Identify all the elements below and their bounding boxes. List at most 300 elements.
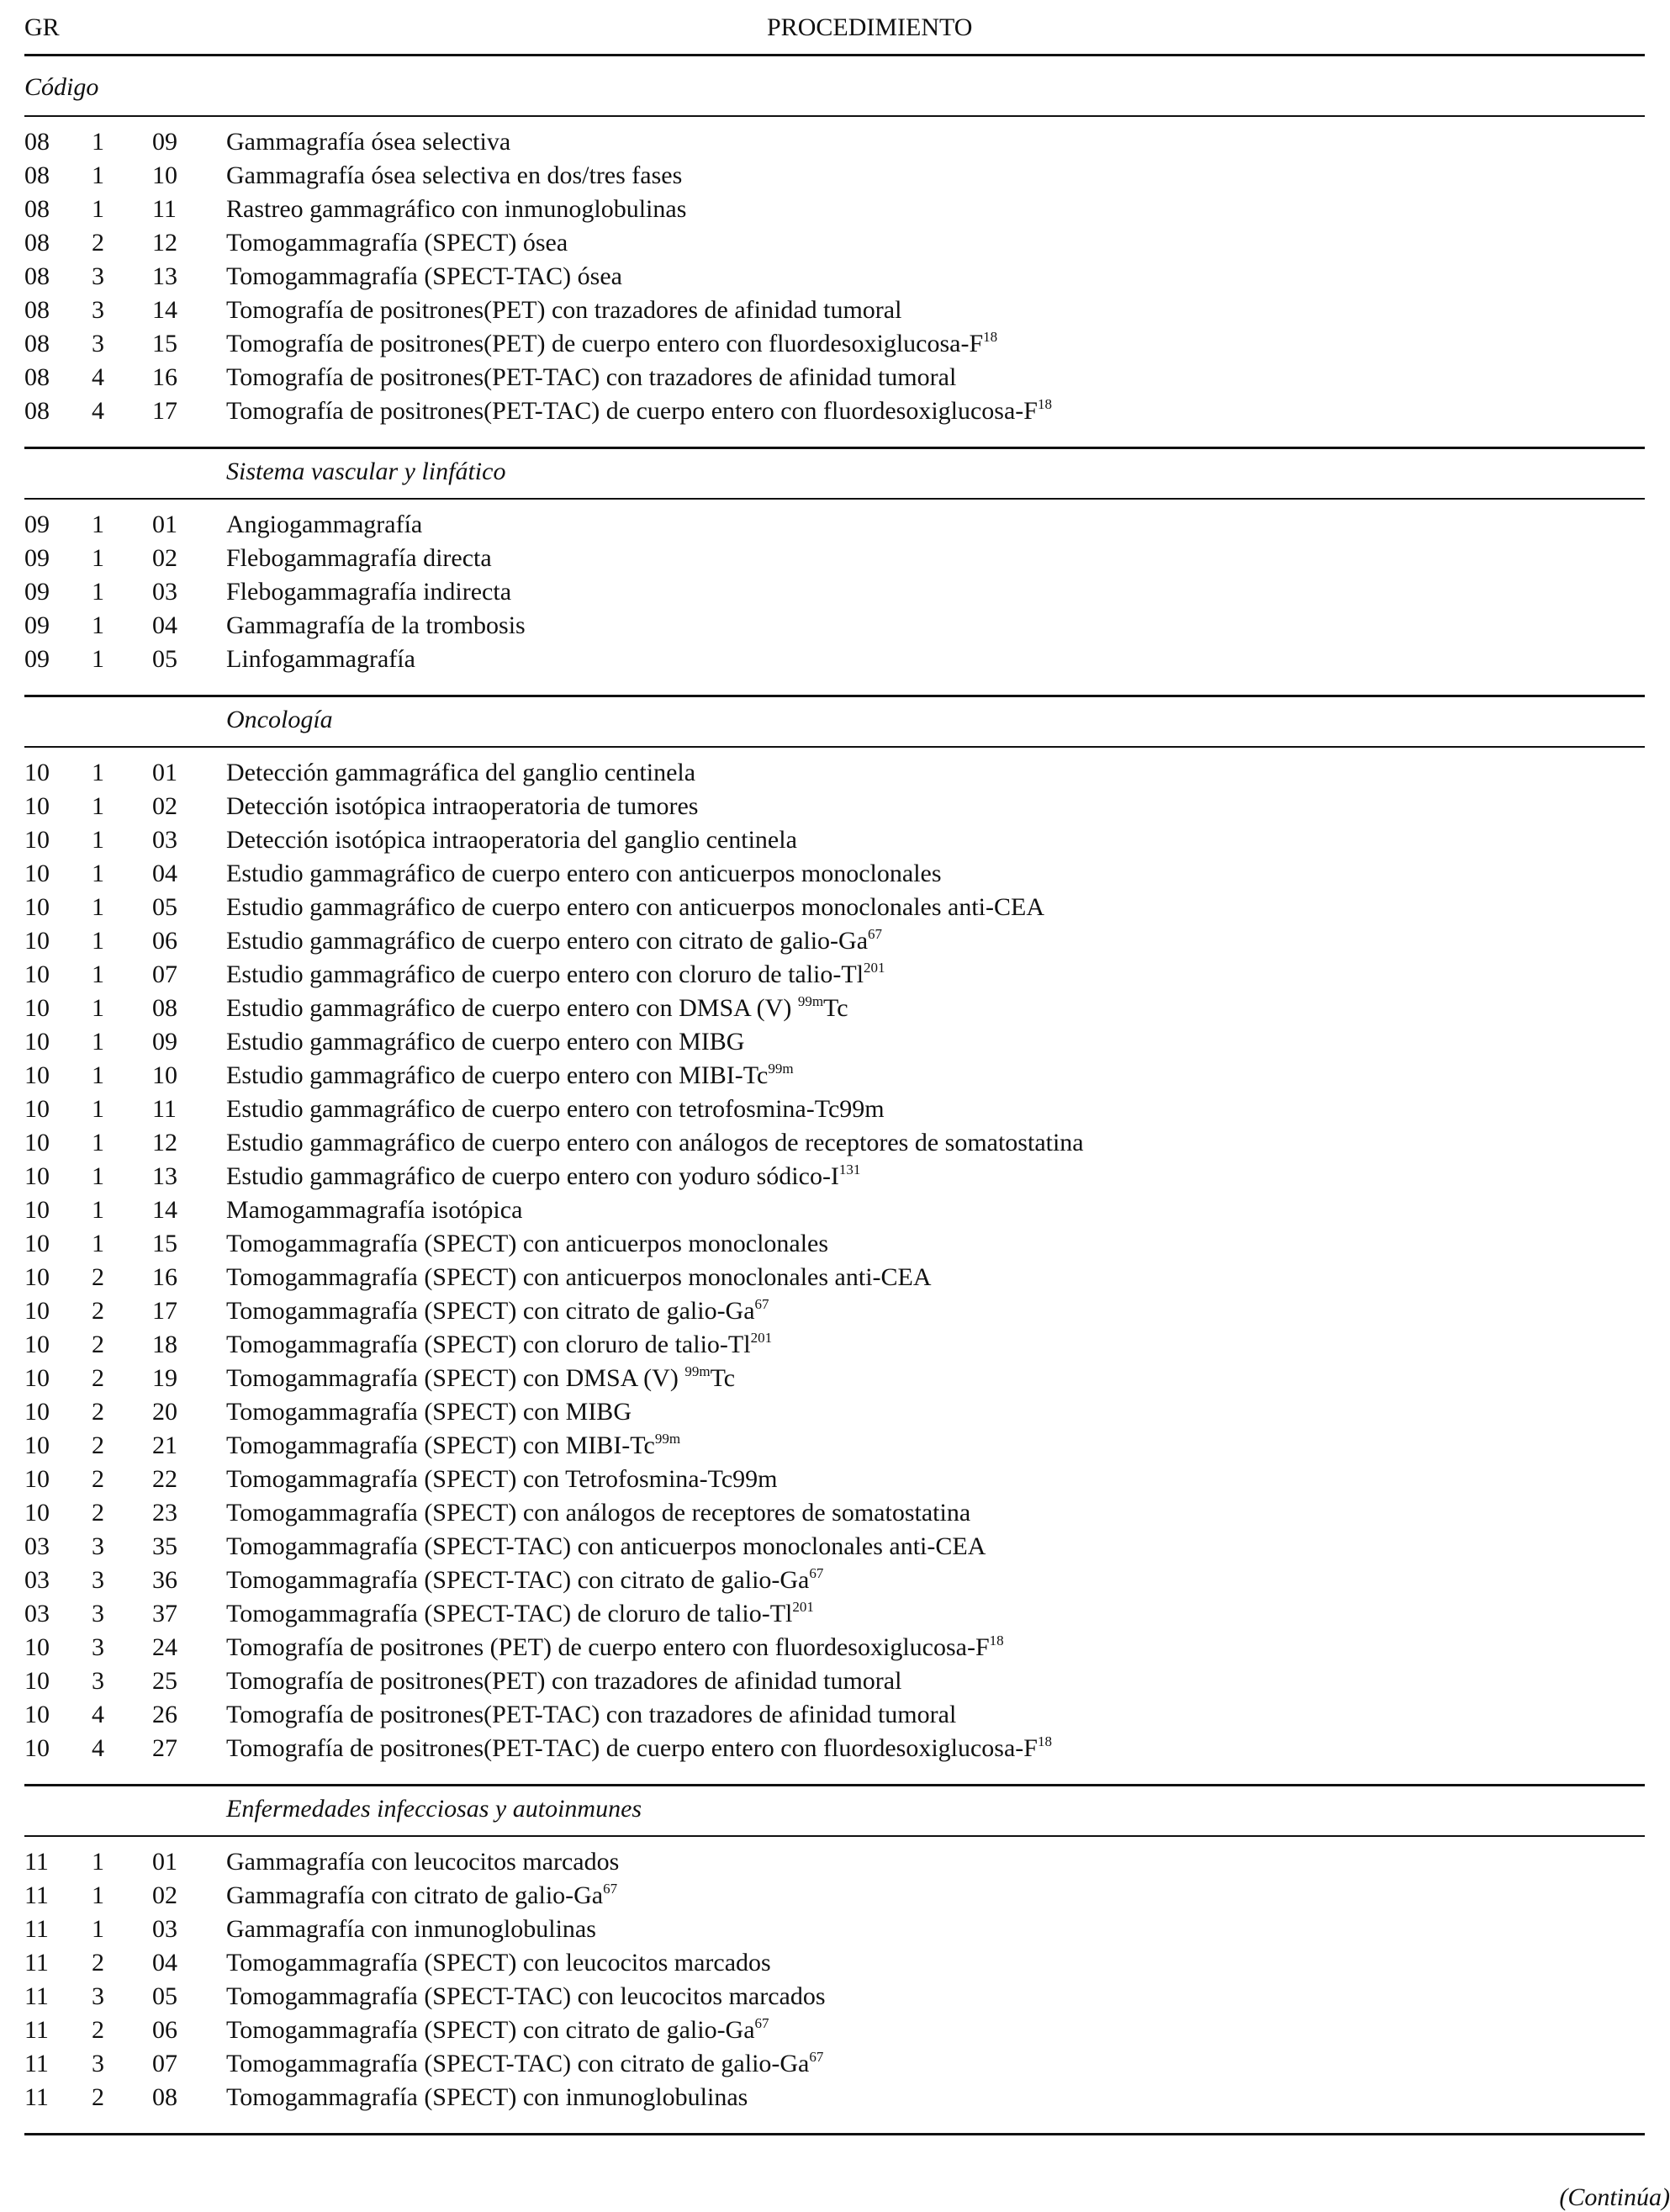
level-code: 1 <box>92 1095 104 1123</box>
procedure-name <box>226 1564 823 1601</box>
item-code: 21 <box>152 1431 177 1459</box>
group-code: 10 <box>24 1061 50 1089</box>
procedure-name <box>226 609 526 643</box>
procedure-name <box>226 361 956 394</box>
level-code: 2 <box>92 1331 104 1358</box>
procedure-name <box>226 790 698 823</box>
procedure-text: Estudio gammagráfico de cuerpo entero con yoduro sódico-I <box>226 1162 839 1190</box>
level-code: 3 <box>92 262 104 290</box>
table-row <box>24 1664 1645 1698</box>
level-code: 1 <box>92 1162 104 1190</box>
procedure-text: Estudio gammagráfico de cuerpo entero con análogos de receptores de somatostatina <box>226 1129 1084 1156</box>
isotope-superscript: 67 <box>754 2015 769 2031</box>
table-row <box>24 857 1645 891</box>
isotope-superscript: 99m <box>684 1363 711 1379</box>
document-page <box>24 0 1645 2135</box>
procedure-text: Tomogammagrafía (SPECT) con leucocitos marcados <box>226 1949 771 1977</box>
section-title <box>24 1786 1645 1835</box>
table-row <box>24 756 1645 790</box>
procedure-text: Linfogammagrafía <box>226 645 415 673</box>
table-row <box>24 193 1645 226</box>
group-code: 09 <box>24 511 50 538</box>
table-row <box>24 1732 1645 1765</box>
section-rows <box>24 117 1645 447</box>
procedure-text: Estudio gammagráfico de cuerpo entero con DMSA (V) <box>226 994 798 1022</box>
table-row <box>24 1913 1645 1946</box>
item-code: 16 <box>152 1263 177 1291</box>
table-row <box>24 1463 1645 1496</box>
procedure-name <box>226 643 415 676</box>
procedure-name <box>226 159 682 193</box>
procedure-name <box>226 1294 769 1331</box>
level-code: 1 <box>92 195 104 223</box>
level-code: 2 <box>92 1431 104 1459</box>
procedure-text: Gammagrafía de la trombosis <box>226 611 526 639</box>
level-code: 3 <box>92 1600 104 1627</box>
item-code: 16 <box>152 363 177 391</box>
procedure-name <box>226 1496 970 1530</box>
isotope-superscript: 18 <box>1037 396 1052 412</box>
group-code: 10 <box>24 927 50 955</box>
level-code: 3 <box>92 1566 104 1594</box>
table-row <box>24 1294 1645 1328</box>
group-code: 11 <box>24 1982 49 2010</box>
section-rows <box>24 748 1645 1784</box>
table-row <box>24 361 1645 394</box>
procedure-text: Tomografía de positrones(PET) con trazadores de afinidad tumoral <box>226 296 902 324</box>
item-code: 25 <box>152 1667 177 1695</box>
level-code: 2 <box>92 2016 104 2044</box>
item-code: 23 <box>152 1499 177 1527</box>
item-code: 15 <box>152 1230 177 1257</box>
group-code: 09 <box>24 544 50 572</box>
procedure-text: Tomografía de positrones(PET-TAC) de cuerpo entero con fluordesoxiglucosa-F <box>226 1734 1038 1762</box>
level-code: 4 <box>92 1701 104 1728</box>
procedure-name <box>226 542 492 575</box>
table-row <box>24 1496 1645 1530</box>
isotope-superscript: 131 <box>838 1162 861 1177</box>
procedure-text: Tomogammagrafía (SPECT-TAC) con leucocitos marcados <box>226 1982 826 2010</box>
procedure-text: Tomogammagrafía (SPECT) con DMSA (V) <box>226 1364 685 1392</box>
procedure-name <box>226 2047 823 2084</box>
table-row <box>24 1395 1645 1429</box>
procedure-text: Gammagrafía ósea selectiva en dos/tres fases <box>226 161 683 189</box>
item-code: 01 <box>152 759 177 786</box>
table-row <box>24 1126 1645 1160</box>
level-code: 4 <box>92 363 104 391</box>
procedure-name <box>226 958 885 995</box>
table-row <box>24 226 1645 260</box>
item-code: 15 <box>152 330 177 357</box>
level-code: 1 <box>92 1196 104 1224</box>
procedure-name <box>226 193 686 226</box>
group-code: 10 <box>24 1331 50 1358</box>
procedure-text: Tomogammagrafía (SPECT) con Tetrofosmina-Tc99m <box>226 1465 778 1493</box>
table-row <box>24 609 1645 643</box>
level-code: 3 <box>92 2050 104 2077</box>
table-row <box>24 1597 1645 1631</box>
group-code: 10 <box>24 1263 50 1291</box>
section-title-text: Enfermedades infecciosas y autoinmunes <box>226 1795 642 1823</box>
isotope-superscript: 67 <box>603 1881 618 1897</box>
level-code: 2 <box>92 1398 104 1426</box>
procedure-text: Tomogammagrafía (SPECT-TAC) con anticuerpos monoclonales anti-CEA <box>226 1532 986 1560</box>
group-code: 08 <box>24 229 50 257</box>
level-code: 1 <box>92 1848 104 1876</box>
procedure-text: Gammagrafía ósea selectiva <box>226 128 511 156</box>
table-row <box>24 159 1645 193</box>
item-code: 12 <box>152 229 177 257</box>
level-code: 2 <box>92 1949 104 1977</box>
item-code: 02 <box>152 544 177 572</box>
group-code: 11 <box>24 1915 49 1943</box>
group-code: 10 <box>24 1364 50 1392</box>
procedure-text: Detección isotópica intraoperatoria del ganglio centinela <box>226 826 797 854</box>
group-code: 11 <box>24 1848 49 1876</box>
group-code: 10 <box>24 1162 50 1190</box>
procedure-name <box>226 1328 772 1365</box>
level-code: 1 <box>92 759 104 786</box>
isotope-superscript: 67 <box>868 926 883 942</box>
item-code: 22 <box>152 1465 177 1493</box>
item-code: 10 <box>152 161 177 189</box>
group-code: 08 <box>24 330 50 357</box>
table-header <box>24 0 1645 54</box>
procedure-name <box>226 1845 619 1879</box>
item-code: 26 <box>152 1701 177 1728</box>
level-code: 1 <box>92 1129 104 1156</box>
level-code: 2 <box>92 2083 104 2111</box>
item-code: 13 <box>152 262 177 290</box>
procedure-text: Estudio gammagráfico de cuerpo entero con citrato de galio-Ga <box>226 927 869 955</box>
level-code: 1 <box>92 893 104 921</box>
level-code: 1 <box>92 994 104 1022</box>
isotope-superscript: 201 <box>792 1599 814 1615</box>
group-code: 08 <box>24 128 50 156</box>
table-row <box>24 1025 1645 1059</box>
table-row <box>24 2047 1645 2081</box>
codigo-label: Código <box>24 73 99 101</box>
procedure-text: Gammagrafía con inmunoglobulinas <box>226 1915 596 1943</box>
procedure-name <box>226 1025 744 1059</box>
procedure-text: Tomografía de positrones (PET) de cuerpo entero con fluordesoxiglucosa-F <box>226 1633 990 1661</box>
isotope-superscript: 67 <box>809 1565 824 1581</box>
procedure-text: Tomogammagrafía (SPECT) con citrato de galio-Ga <box>226 2016 755 2044</box>
level-code: 1 <box>92 161 104 189</box>
group-code: 11 <box>24 1949 49 1977</box>
item-code: 05 <box>152 1982 177 2010</box>
item-code: 01 <box>152 1848 177 1876</box>
table-row <box>24 1093 1645 1126</box>
group-code: 10 <box>24 1431 50 1459</box>
table-row <box>24 542 1645 575</box>
procedure-name <box>226 1395 632 1429</box>
procedure-name <box>226 1879 617 1916</box>
procedure-name <box>226 294 901 327</box>
table-row <box>24 643 1645 676</box>
procedure-text: Estudio gammagráfico de cuerpo entero con MIBI-Tc <box>226 1061 769 1089</box>
table-row <box>24 125 1645 159</box>
procedure-text: Tomogammagrafía (SPECT) ósea <box>226 229 568 257</box>
table-row <box>24 1631 1645 1664</box>
item-code: 09 <box>152 1028 177 1056</box>
item-code: 37 <box>152 1600 177 1627</box>
level-code: 1 <box>92 1028 104 1056</box>
item-code: 01 <box>152 511 177 538</box>
procedure-text: Flebogammagrafía directa <box>226 544 492 572</box>
procedure-text: Tomografía de positrones(PET) de cuerpo entero con fluordesoxiglucosa-F <box>226 330 984 357</box>
procedure-text: Rastreo gammagráfico con inmunoglobulinas <box>226 195 687 223</box>
table-row <box>24 1328 1645 1362</box>
procedimiento-column-header: PROCEDIMIENTO <box>767 13 973 41</box>
level-code: 1 <box>92 960 104 988</box>
group-code: 10 <box>24 1633 50 1661</box>
table-row <box>24 1980 1645 2014</box>
procedure-name <box>226 1597 814 1634</box>
group-code: 10 <box>24 1129 50 1156</box>
isotope-superscript: 67 <box>809 2049 824 2065</box>
section-title <box>24 697 1645 746</box>
group-code: 09 <box>24 645 50 673</box>
table-row <box>24 1845 1645 1879</box>
level-code: 1 <box>92 1061 104 1089</box>
procedure-text: Tomogammagrafía (SPECT) con inmunoglobulinas <box>226 2083 748 2111</box>
item-code: 05 <box>152 645 177 673</box>
procedure-name <box>226 1126 1084 1160</box>
group-code: 08 <box>24 195 50 223</box>
isotope-superscript: 18 <box>983 329 998 345</box>
item-code: 03 <box>152 578 177 606</box>
group-code: 10 <box>24 1028 50 1056</box>
isotope-superscript: 18 <box>989 1633 1004 1648</box>
level-code: 1 <box>92 511 104 538</box>
table-row <box>24 992 1645 1025</box>
procedure-text: Tomografía de positrones(PET) con trazadores de afinidad tumoral <box>226 1667 902 1695</box>
item-code: 17 <box>152 1297 177 1325</box>
procedure-text: Tomogammagrafía (SPECT) con anticuerpos monoclonales <box>226 1230 829 1257</box>
table-row <box>24 575 1645 609</box>
table-row <box>24 1160 1645 1193</box>
sections-container <box>24 117 1645 2135</box>
group-code: 11 <box>24 2050 49 2077</box>
table-row <box>24 1193 1645 1227</box>
procedure-name <box>226 1463 778 1496</box>
table-row <box>24 924 1645 958</box>
item-code: 18 <box>152 1331 177 1358</box>
procedure-text: Tomogammagrafía (SPECT) con cloruro de talio-Tl <box>226 1331 751 1358</box>
item-code: 13 <box>152 1162 177 1190</box>
procedure-name <box>226 992 848 1029</box>
level-code: 4 <box>92 1734 104 1762</box>
level-code: 1 <box>92 927 104 955</box>
table-row <box>24 394 1645 428</box>
table-row <box>24 327 1645 361</box>
procedure-name <box>226 1631 1004 1668</box>
procedure-text: Tomogammagrafía (SPECT-TAC) de cloruro de talio-Tl <box>226 1600 793 1627</box>
procedure-text: Mamogammagrafía isotópica <box>226 1196 523 1224</box>
level-code: 4 <box>92 397 104 425</box>
group-code: 08 <box>24 363 50 391</box>
group-code: 10 <box>24 792 50 820</box>
procedure-text: Tomogammagrafía (SPECT-TAC) con citrato de galio-Ga <box>226 2050 810 2077</box>
procedure-text: Estudio gammagráfico de cuerpo entero con anticuerpos monoclonales anti-CEA <box>226 893 1045 921</box>
group-code: 10 <box>24 826 50 854</box>
isotope-superscript: 99m <box>654 1431 681 1447</box>
isotope-superscript: 99m <box>797 993 824 1009</box>
group-code: 10 <box>24 759 50 786</box>
group-code: 10 <box>24 893 50 921</box>
gr-column-header: GR <box>24 13 60 41</box>
item-code: 19 <box>152 1364 177 1392</box>
level-code: 1 <box>92 1915 104 1943</box>
group-code: 11 <box>24 1881 49 1909</box>
item-code: 11 <box>152 1095 177 1123</box>
procedure-name <box>226 575 511 609</box>
procedure-text-suffix: Tc <box>710 1364 736 1392</box>
item-code: 02 <box>152 792 177 820</box>
group-code: 10 <box>24 1230 50 1257</box>
procedure-text: Tomografía de positrones(PET-TAC) con trazadores de afinidad tumoral <box>226 1701 957 1728</box>
procedure-text: Tomografía de positrones(PET-TAC) de cuerpo entero con fluordesoxiglucosa-F <box>226 397 1038 425</box>
level-code: 1 <box>92 826 104 854</box>
table-row <box>24 260 1645 294</box>
procedure-text: Angiogammagrafía <box>226 511 423 538</box>
procedure-name <box>226 327 997 364</box>
level-code: 1 <box>92 792 104 820</box>
procedure-name <box>226 1160 860 1197</box>
procedure-name <box>226 1429 680 1466</box>
group-code: 08 <box>24 397 50 425</box>
group-code: 03 <box>24 1566 50 1594</box>
group-code: 10 <box>24 1398 50 1426</box>
procedure-text: Estudio gammagráfico de cuerpo entero con tetrofosmina-Tc99m <box>226 1095 885 1123</box>
item-code: 14 <box>152 296 177 324</box>
section-end-rule <box>24 2133 1645 2135</box>
section-title-text: Oncología <box>226 706 333 733</box>
procedure-name <box>226 924 882 961</box>
level-code: 3 <box>92 1633 104 1661</box>
procedure-text: Gammagrafía con leucocitos marcados <box>226 1848 620 1876</box>
procedure-text: Flebogammagrafía indirecta <box>226 578 512 606</box>
item-code: 20 <box>152 1398 177 1426</box>
group-code: 10 <box>24 1667 50 1695</box>
group-code: 11 <box>24 2016 49 2044</box>
level-code: 1 <box>92 645 104 673</box>
table-row <box>24 2014 1645 2047</box>
procedure-name <box>226 1362 735 1399</box>
continua-label: (Continúa) <box>1559 2183 1670 2211</box>
item-code: 17 <box>152 397 177 425</box>
item-code: 08 <box>152 2083 177 2111</box>
group-code: 10 <box>24 1499 50 1527</box>
table-row <box>24 1261 1645 1294</box>
item-code: 08 <box>152 994 177 1022</box>
procedure-name <box>226 1946 771 1980</box>
procedure-name <box>226 1664 901 1698</box>
item-code: 07 <box>152 2050 177 2077</box>
item-code: 06 <box>152 927 177 955</box>
item-code: 05 <box>152 893 177 921</box>
group-code: 11 <box>24 2083 49 2111</box>
table-row <box>24 2081 1645 2114</box>
section-rows <box>24 1837 1645 2133</box>
group-code: 08 <box>24 296 50 324</box>
procedure-name <box>226 1732 1052 1769</box>
level-code: 1 <box>92 578 104 606</box>
procedure-text: Tomografía de positrones(PET-TAC) con trazadores de afinidad tumoral <box>226 363 957 391</box>
table-row <box>24 1362 1645 1395</box>
table-row <box>24 1946 1645 1980</box>
group-code: 09 <box>24 611 50 639</box>
item-code: 04 <box>152 611 177 639</box>
procedure-text: Detección isotópica intraoperatoria de tumores <box>226 792 699 820</box>
item-code: 12 <box>152 1129 177 1156</box>
isotope-superscript: 99m <box>768 1061 794 1077</box>
level-code: 3 <box>92 330 104 357</box>
procedure-name <box>226 2014 769 2051</box>
isotope-superscript: 201 <box>864 960 885 976</box>
group-code: 10 <box>24 1465 50 1493</box>
level-code: 2 <box>92 1499 104 1527</box>
item-code: 03 <box>152 826 177 854</box>
procedure-name <box>226 394 1052 431</box>
level-code: 1 <box>92 128 104 156</box>
item-code: 36 <box>152 1566 177 1594</box>
group-code: 10 <box>24 1734 50 1762</box>
level-code: 3 <box>92 1667 104 1695</box>
level-code: 2 <box>92 1263 104 1291</box>
procedure-text: Tomogammagrafía (SPECT) con anticuerpos monoclonales anti-CEA <box>226 1263 932 1291</box>
procedure-name <box>226 1227 828 1261</box>
item-code: 02 <box>152 1881 177 1909</box>
item-code: 06 <box>152 2016 177 2044</box>
group-code: 10 <box>24 1701 50 1728</box>
item-code: 04 <box>152 860 177 887</box>
group-code: 09 <box>24 578 50 606</box>
group-code: 10 <box>24 860 50 887</box>
level-code: 3 <box>92 1982 104 2010</box>
item-code: 35 <box>152 1532 177 1560</box>
level-code: 1 <box>92 1881 104 1909</box>
level-code: 1 <box>92 544 104 572</box>
level-code: 2 <box>92 229 104 257</box>
procedure-name <box>226 1980 826 2014</box>
procedure-text: Estudio gammagráfico de cuerpo entero con cloruro de talio-Tl <box>226 960 864 988</box>
procedure-name <box>226 260 622 294</box>
item-code: 27 <box>152 1734 177 1762</box>
level-code: 3 <box>92 1532 104 1560</box>
group-code: 10 <box>24 994 50 1022</box>
group-code: 08 <box>24 161 50 189</box>
level-code: 1 <box>92 611 104 639</box>
procedure-name <box>226 1093 885 1126</box>
procedure-text: Tomogammagrafía (SPECT) con citrato de galio-Ga <box>226 1297 755 1325</box>
procedure-text: Estudio gammagráfico de cuerpo entero con MIBG <box>226 1028 745 1056</box>
procedure-name <box>226 823 797 857</box>
table-row <box>24 790 1645 823</box>
table-row <box>24 1698 1645 1732</box>
table-row <box>24 958 1645 992</box>
procedure-name <box>226 1530 986 1564</box>
section-rows <box>24 500 1645 695</box>
procedure-name <box>226 756 695 790</box>
procedure-name <box>226 1059 794 1096</box>
procedure-text: Detección gammagráfica del ganglio centinela <box>226 759 696 786</box>
item-code: 24 <box>152 1633 177 1661</box>
procedure-text-suffix: Tc <box>823 994 848 1022</box>
group-code: 08 <box>24 262 50 290</box>
level-code: 1 <box>92 860 104 887</box>
